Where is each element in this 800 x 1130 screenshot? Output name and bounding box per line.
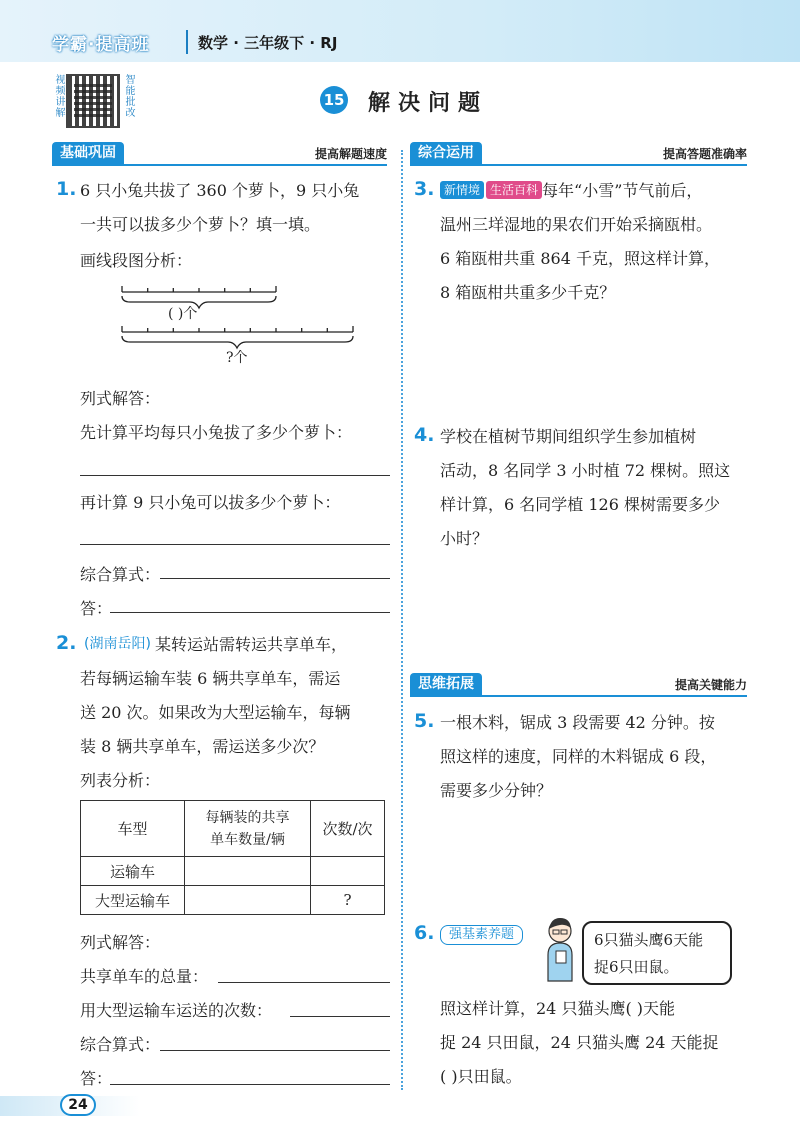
table-input-cell[interactable] bbox=[185, 886, 311, 915]
section-basic-subtitle: 提高解题速度 bbox=[314, 147, 387, 161]
section-basic-tag: 基础巩固 bbox=[52, 142, 124, 164]
q1-step2-answer-line[interactable] bbox=[80, 544, 390, 545]
section-apply-subtitle: 提高答题准确率 bbox=[662, 147, 747, 161]
q1-combined-label: 综合算式： bbox=[80, 565, 161, 584]
section-apply-tag: 综合运用 bbox=[410, 142, 482, 164]
q4-line4: 小时？ bbox=[440, 529, 489, 548]
q1-answer-label: 答： bbox=[80, 599, 113, 618]
table-header-cell: 每辆装的共享 单车数量/辆 bbox=[185, 801, 311, 857]
q6-core-literacy-tag: 强基素养题 bbox=[440, 925, 523, 945]
table-cell: 运输车 bbox=[81, 857, 185, 886]
q3-line1-text: 每年“小雪”节气前后， bbox=[542, 181, 703, 200]
lesson-number-badge: 15 bbox=[320, 86, 348, 114]
q2-line1-text: 某转运站需转运共享单车， bbox=[154, 635, 347, 654]
q1-step1: 先计算平均每只小兔拔了多少个萝卜： bbox=[80, 423, 353, 442]
column-divider bbox=[401, 150, 403, 1090]
q1-segment-label-1: ( )个 bbox=[168, 306, 198, 322]
q2-location-tag: (湖南岳阳) bbox=[84, 636, 151, 652]
brand-separator bbox=[186, 30, 188, 54]
q4-line2: 活动，8 名同学 3 小时植 72 棵树。照这 bbox=[440, 461, 731, 480]
section-thinking-subtitle: 提高关键能力 bbox=[674, 678, 747, 692]
q1-answer-line[interactable] bbox=[110, 612, 390, 613]
brand-logo: 学霸·提高班 bbox=[52, 35, 150, 55]
q3-new-context-tag: 新情境 bbox=[440, 181, 484, 199]
q2-step1-answer-line[interactable] bbox=[218, 982, 390, 983]
boy-character-icon bbox=[540, 917, 580, 983]
q1-segment-label-2: ?个 bbox=[226, 350, 248, 366]
q6-line3: ( )只田鼠。 bbox=[440, 1067, 522, 1086]
q3-line3: 6 箱瓯柑共重 864 千克，照这样计算， bbox=[440, 249, 720, 268]
q1-diagram-label: 画线段图分析： bbox=[80, 251, 193, 270]
q4-line3: 样计算，6 名同学植 126 棵树需要多少 bbox=[440, 495, 720, 514]
q6-line2: 捉 24 只田鼠，24 只猫头鹰 24 天能捉 bbox=[440, 1033, 719, 1052]
q2-step2-answer-line[interactable] bbox=[290, 1016, 390, 1017]
q2-step2: 用大型运输车运送的次数： bbox=[80, 1001, 273, 1020]
q3-line2: 温州三垟湿地的果农们开始采摘瓯柑。 bbox=[440, 215, 713, 234]
q1-line1: 6 只小兔共拔了 360 个萝卜，9 只小兔 bbox=[80, 181, 360, 200]
qr-code-icon[interactable] bbox=[66, 74, 120, 128]
table-row bbox=[81, 886, 385, 915]
q1-step1-answer-line[interactable] bbox=[80, 475, 390, 476]
section-basic-header bbox=[52, 142, 387, 164]
qr-right-label: 智能批改 bbox=[123, 74, 134, 118]
section-thinking-tag: 思维拓展 bbox=[410, 673, 482, 695]
q6-tag-line bbox=[440, 920, 523, 949]
q2-answer-line[interactable] bbox=[110, 1084, 390, 1085]
page-title: 解决问题 bbox=[368, 91, 489, 116]
q5-line2: 照这样的速度，同样的木料锯成 6 段， bbox=[440, 747, 717, 766]
q2-combined-answer-line[interactable] bbox=[160, 1050, 390, 1051]
q2-line2: 若每辆运输车装 6 辆共享单车，需运 bbox=[80, 669, 341, 688]
q3-life-tag: 生活百科 bbox=[486, 181, 542, 199]
q2-line4: 装 8 辆共享单车，需运送多少次？ bbox=[80, 737, 325, 756]
book-subject: 数学 · 三年级下 · RJ bbox=[198, 34, 338, 52]
q1-number: 1. bbox=[56, 178, 77, 200]
speech-bubble bbox=[582, 921, 732, 985]
q2-solve-label: 列式解答： bbox=[80, 933, 161, 952]
page-number: 24 bbox=[60, 1094, 96, 1116]
q5-line1: 一根木料，锯成 3 段需要 42 分钟。按 bbox=[440, 713, 715, 732]
q1-step2: 再计算 9 只小兔可以拔多少个萝卜： bbox=[80, 493, 341, 512]
table-input-cell[interactable] bbox=[185, 857, 311, 886]
q3-line4: 8 箱瓯柑共重多少千克？ bbox=[440, 283, 616, 302]
section-thinking-header bbox=[410, 673, 747, 695]
q1-solve-label: 列式解答： bbox=[80, 389, 161, 408]
q2-number: 2. bbox=[56, 632, 77, 654]
table-cell: 大型运输车 bbox=[81, 886, 185, 915]
q2-table-label: 列表分析： bbox=[80, 771, 161, 790]
qr-left-label: 视频讲解 bbox=[53, 74, 64, 118]
q2-combined-label: 综合算式： bbox=[80, 1035, 161, 1054]
q5-number: 5. bbox=[414, 710, 435, 732]
q2-analysis-table bbox=[80, 800, 385, 915]
table-header-cell: 次数/次 bbox=[311, 801, 385, 857]
table-cell: ? bbox=[311, 886, 385, 915]
q2-line3: 送 20 次。如果改为大型运输车，每辆 bbox=[80, 703, 351, 722]
table-input-cell[interactable] bbox=[311, 857, 385, 886]
q6-number: 6. bbox=[414, 922, 435, 944]
q3-line1 bbox=[440, 176, 702, 205]
q5-line3: 需要多少分钟？ bbox=[440, 781, 553, 800]
q1-combined-answer-line[interactable] bbox=[160, 578, 390, 579]
table-header-cell: 车型 bbox=[81, 801, 185, 857]
section-apply-header bbox=[410, 142, 747, 164]
table-row bbox=[81, 857, 385, 886]
q2-answer-label: 答： bbox=[80, 1069, 113, 1088]
q4-number: 4. bbox=[414, 424, 435, 446]
q1-line2: 一共可以拔多少个萝卜？填一填。 bbox=[80, 215, 321, 234]
q6-line1: 照这样计算，24 只猫头鹰( )天能 bbox=[440, 999, 676, 1018]
q2-step1: 共享单车的总量： bbox=[80, 967, 209, 986]
q3-number: 3. bbox=[414, 178, 435, 200]
q4-line1: 学校在植树节期间组织学生参加植树 bbox=[440, 427, 697, 446]
q2-line1 bbox=[80, 630, 347, 659]
bubble-line1: 6只猫头鹰6天能 bbox=[594, 931, 704, 949]
bubble-line2: 捉6只田鼠。 bbox=[594, 958, 679, 976]
